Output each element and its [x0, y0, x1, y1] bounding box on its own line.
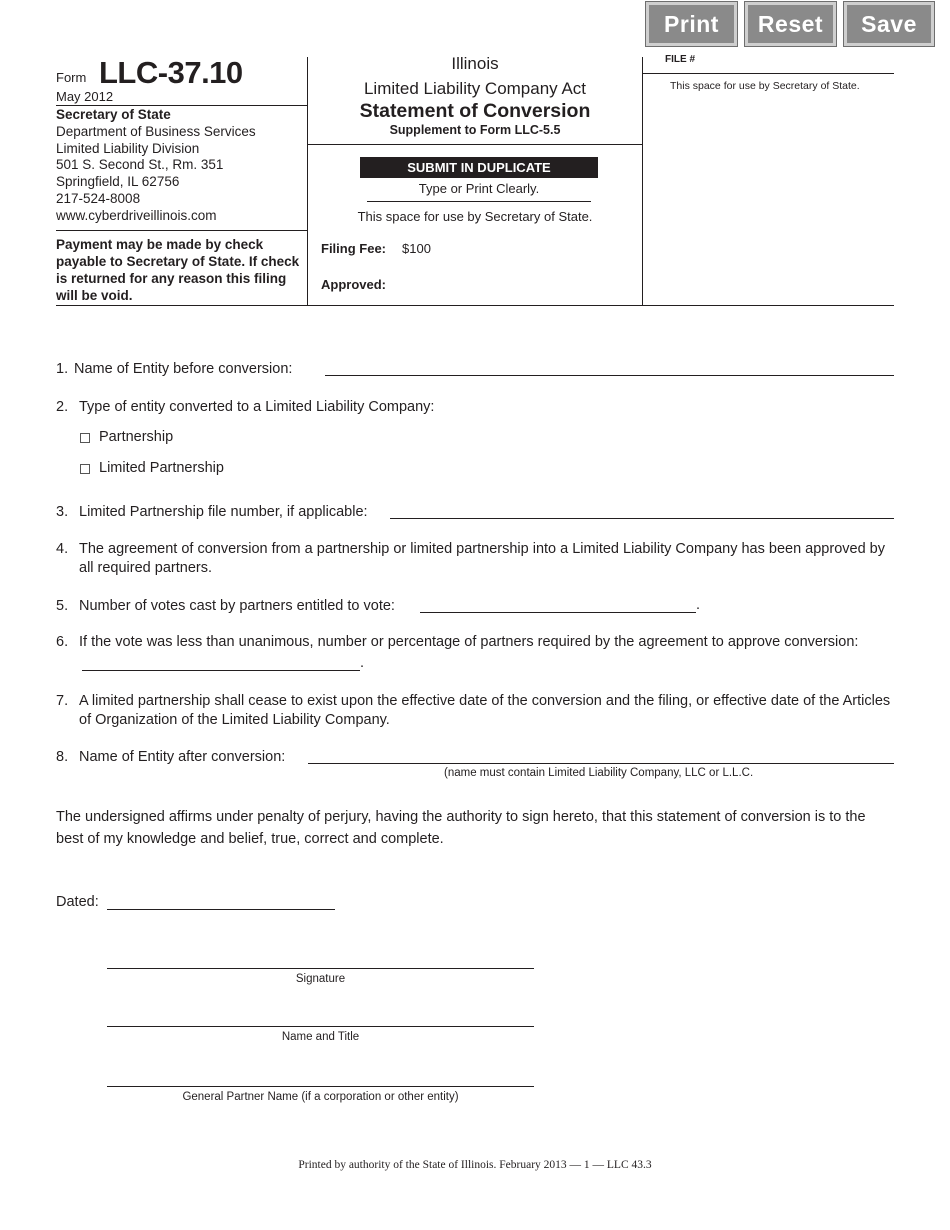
- address-line: Springfield, IL 62756: [56, 174, 180, 189]
- item-number: 4.: [56, 541, 69, 557]
- period: .: [696, 597, 701, 613]
- item-number: 3.: [56, 504, 69, 520]
- item-number: 8.: [56, 749, 69, 765]
- form-word: Form: [56, 70, 87, 85]
- partners-required-field[interactable]: [82, 653, 360, 671]
- item-number: 6.: [56, 634, 69, 650]
- signature-field[interactable]: [107, 951, 534, 969]
- print-button[interactable]: Print: [646, 2, 737, 46]
- general-partner-label: General Partner Name (if a corporation or other entity): [182, 1091, 459, 1103]
- affirmation-text: The undersigned affirms under penalty of perjury, having the authority to sign hereto, that this statement of conversion is to the best of my knowledge and belief, true, correct and complete.: [56, 809, 866, 847]
- item-text: Name of Entity after conversion:: [79, 749, 286, 765]
- limited-partnership-checkbox[interactable]: [80, 464, 90, 474]
- votes-cast-field[interactable]: [420, 595, 696, 613]
- item-text: Number of votes cast by partners entitled to vote:: [79, 598, 395, 614]
- form-number: LLC-37.10: [99, 55, 243, 90]
- general-partner-field[interactable]: [107, 1069, 534, 1087]
- lp-file-number-field[interactable]: [390, 501, 894, 519]
- form-date: May 2012: [56, 89, 114, 104]
- address-line: Limited Liability Division: [56, 141, 200, 156]
- item-text: The agreement of conversion from a partnership or limited partnership into a Limited Liability Company has been approved by all required partners.: [79, 541, 885, 576]
- item-text: Type of entity converted to a Limited Liability Company:: [79, 399, 435, 415]
- item-text: A limited partnership shall cease to exist upon the effective date of the conversion and the filing, or effective date of the Articles of Organization of the Limited Liability Company.: [79, 693, 891, 728]
- type-print-note: Type or Print Clearly.: [418, 181, 540, 196]
- item-text: Name of Entity before conversion:: [74, 361, 293, 377]
- sos-space-right: This space for use by Secretary of State.: [670, 80, 860, 92]
- payment-note: Payment may be made by check payable to Secretary of State. If check is returned for any reason this filing will be void.: [56, 237, 300, 303]
- entity-after-field[interactable]: [308, 746, 894, 764]
- state-name: Illinois: [451, 54, 499, 73]
- name-title-field[interactable]: [107, 1009, 534, 1027]
- file-number-label: FILE #: [665, 54, 696, 65]
- website: www.cyberdriveillinois.com: [56, 208, 217, 223]
- submit-banner: SUBMIT IN DUPLICATE: [360, 157, 598, 178]
- footer-note: Printed by authority of the State of Illinois. February 2013 — 1 — LLC 43.3: [298, 1159, 652, 1171]
- entity-after-note: (name must contain Limited Liability Company, LLC or L.L.C.: [444, 767, 754, 779]
- name-title-label: Name and Title: [281, 1031, 360, 1043]
- item-number: 1.: [56, 361, 69, 377]
- period: .: [360, 655, 365, 671]
- approved-label: Approved:: [321, 277, 386, 292]
- save-button[interactable]: Save: [844, 2, 934, 46]
- page-title: Statement of Conversion: [359, 100, 591, 122]
- sos-space-note: This space for use by Secretary of State.: [357, 209, 593, 224]
- dated-field[interactable]: [107, 892, 335, 910]
- dated-label: Dated:: [56, 894, 99, 910]
- phone: 217-524-8008: [56, 191, 141, 206]
- item-text: Limited Partnership file number, if applicable:: [79, 504, 368, 520]
- supplement-note: Supplement to Form LLC-5.5: [389, 123, 561, 137]
- entity-before-field[interactable]: [325, 358, 894, 376]
- item-number: 2.: [56, 399, 69, 415]
- item-text: If the vote was less than unanimous, number or percentage of partners required by the agreement to approve conversion:: [79, 634, 859, 650]
- partnership-label: Partnership: [99, 429, 174, 445]
- reset-button[interactable]: Reset: [745, 2, 836, 46]
- item-number: 5.: [56, 598, 69, 614]
- partnership-checkbox[interactable]: [80, 433, 90, 443]
- item-number: 7.: [56, 693, 69, 709]
- office-name: Secretary of State: [56, 107, 171, 122]
- act-name: Limited Liability Company Act: [363, 79, 587, 98]
- signature-label: Signature: [295, 973, 346, 985]
- address-line: Department of Business Services: [56, 124, 256, 139]
- filing-fee-label: Filing Fee:: [321, 241, 386, 256]
- filing-fee-value: $100: [402, 241, 431, 256]
- limited-partnership-label: Limited Partnership: [99, 460, 224, 476]
- address-line: 501 S. Second St., Rm. 351: [56, 157, 224, 172]
